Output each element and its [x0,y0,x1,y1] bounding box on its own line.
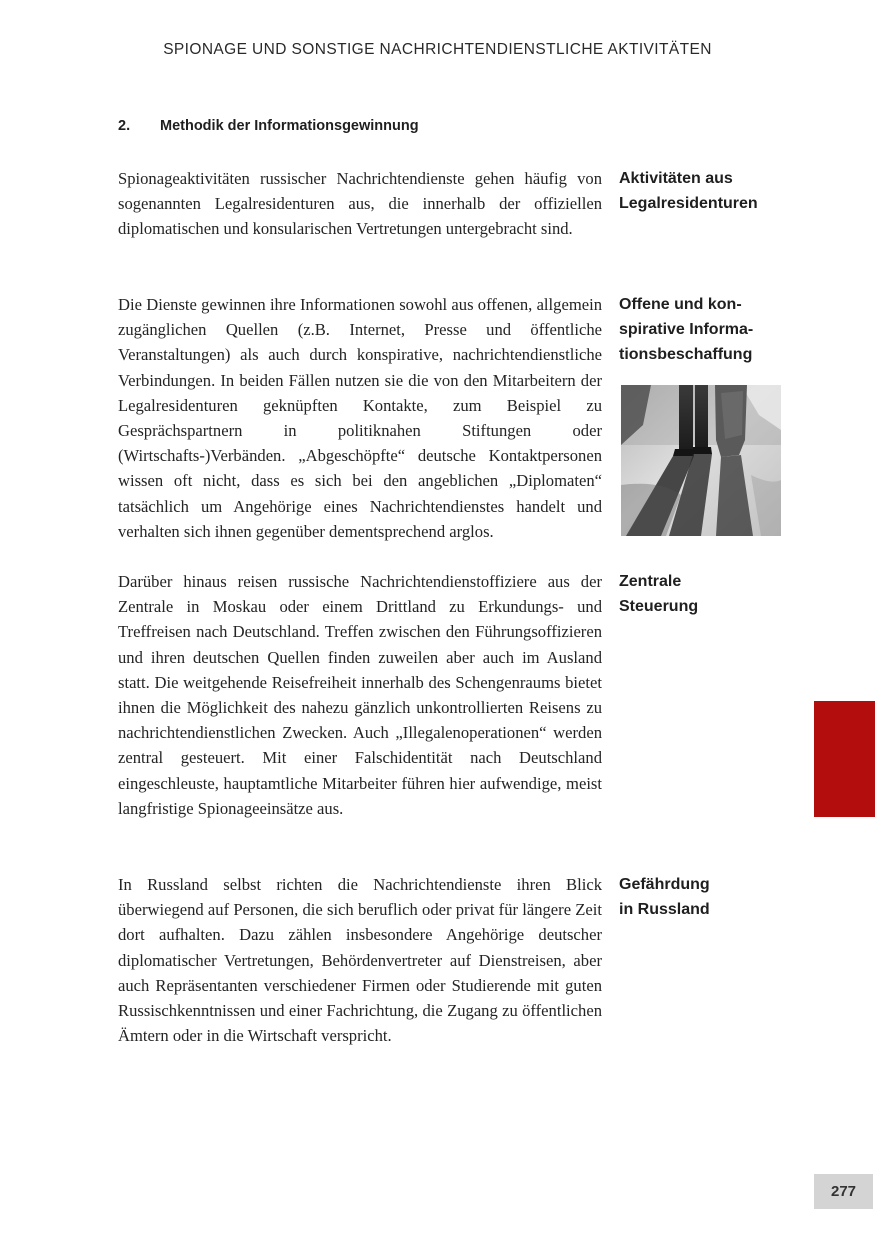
margin-note-line: Gefährdung [619,876,710,893]
margin-note-line: tionsbeschaffung [619,346,753,364]
margin-note-gefaehrdung-russland [619,872,789,922]
paragraph-zentrale-steuerung: Darüber hinaus reisen russische Nachrichtendienstoffiziere aus der Zentrale in Moskau oder einem Drittland zu Erkundungs- und Treffreisen nach Deutschland. Treffen zwischen den Führungsoffizieren und ihren deutschen Quellen finden zuweilen aber auch im Ausland statt. Die weitgehende Reisefreiheit innerhalb des Schengenraums bietet ihnen die Möglichkeit des nahezu gänzlich unkontrollierten Reisens zu nachrichtendienstlichen Zwecken. Auch „Illegalenoperationen“ werden zentral gesteuert. Mit einer Falschidentität nach Deutschland eingeschleuste, hauptamtliche Mitarbeiter führen hier aufwendige, meist langfristige Spionageeinsätze aus. [118,572,602,818]
paragraph-informationsbeschaffung: Die Dienste gewinnen ihre Informationen sowohl aus offenen, allgemein zugänglichen Quellen (z.B. Internet, Presse und öffentliche Veranstaltungen) als auch durch konspirative, nachrichtendienstliche Verbindungen. In beiden Fällen nutzen sie die von den Mitarbeitern der Legalresidenturen geknüpften Kontakte, zum Beispiel zu Gesprächspartnern in politiknahen Stiftungen oder (Wirtschafts-)Verbänden. „Abgeschöpfte“ deutsche Kontaktpersonen wissen oft nicht, dass es sich bei den angeblichen „Diplomaten“ tatsächlich um Angehörige eines Nachrichtendienstes handelt und verhalten sich ihnen gegenüber dementsprechend arglos. [118,295,602,541]
chapter-tab-marker [814,701,875,817]
section-number: 2. [118,118,131,134]
margin-note-line: Steuerung [619,598,699,616]
margin-note-line: spirative Informa- [619,321,754,339]
section-heading [118,118,419,134]
margin-note-line: Offene und kon- [619,296,742,313]
margin-note-legalresidenturen [619,166,789,216]
page-number: 277 [814,1174,873,1209]
margin-note-line: in Russland [619,901,710,919]
section-title: Methodik der Informationsgewinnung [160,118,419,134]
margin-note-line: Zentrale [619,573,682,590]
margin-note-line: Legalresidenturen [619,195,758,213]
photo-illustration [621,385,781,536]
paragraph-gefaehrdung-russland: In Russland selbst richten die Nachrichtendienste ihren Blick überwiegend auf Personen, die sich beruflich oder privat für längere Zeit dort aufhalten. Dazu zählen insbesondere Angehörige deutscher diplomatischer Vertretungen, Behördenvertreter auf Dienstreisen, aber auch Repräsentanten verschiedener Firmen oder Studierende mit guten Russischkenntnissen und einer Fachrichtung, die Zugang zu öffentlichen Ämtern oder in die Wirtschaft verspricht. [118,875,602,1046]
running-header: SPIONAGE UND SONSTIGE NACHRICHTENDIENSTLICHE AKTIVITÄTEN [163,41,712,58]
photo-legs-shadows [621,385,781,536]
margin-note-zentrale-steuerung [619,569,789,619]
margin-note-informationsbeschaffung [619,292,789,368]
margin-note-line: Aktivitäten aus [619,170,733,187]
paragraph-legalresidenturen: Spionageaktivitäten russischer Nachrichtendienste gehen häufig von sogenannten Legalresidenturen aus, die innerhalb der offiziellen diplomatischen und konsularischen Vertretungen untergebracht sind. [118,169,602,239]
